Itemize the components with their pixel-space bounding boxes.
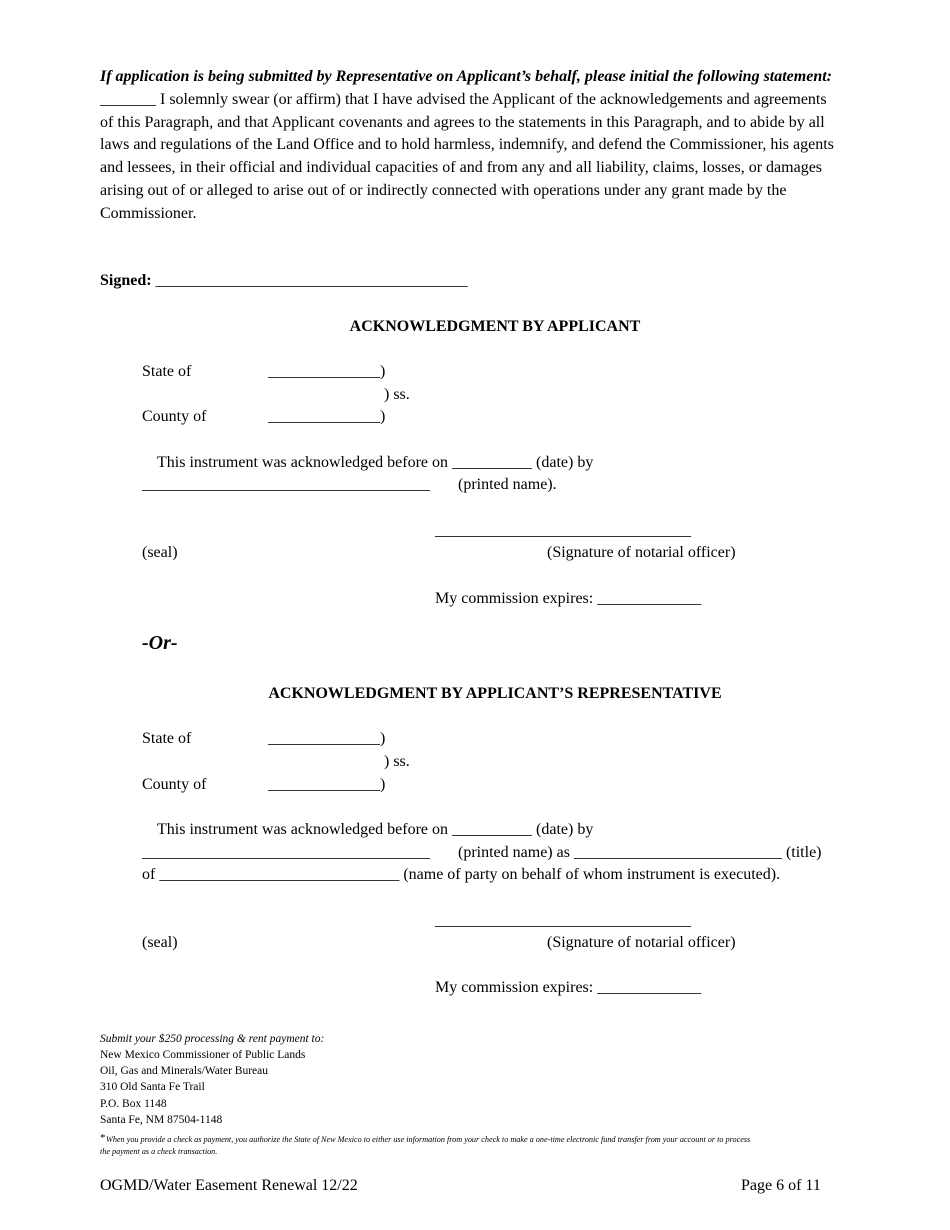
footer-note-star: * bbox=[100, 1132, 106, 1144]
footer-address-line: P.O. Box 1148 bbox=[100, 1098, 167, 1110]
ack1-printed-name-label: (printed name). bbox=[458, 476, 557, 493]
footer-check-note: When you provide a check as payment, you authorize the State of New Mexico to either use information from your check to make a one-time electronic fund transfer from your account or to process bbox=[106, 1135, 751, 1144]
ack2-county-label: County of bbox=[142, 776, 207, 793]
ack-applicant-heading: ACKNOWLEDGMENT BY APPLICANT bbox=[349, 318, 641, 335]
footer-address-line: New Mexico Commissioner of Public Lands bbox=[100, 1049, 306, 1061]
ack2-state-field[interactable]: ______________) bbox=[268, 730, 386, 747]
ack2-county-field[interactable]: ______________) bbox=[268, 776, 386, 793]
signed-row bbox=[100, 270, 468, 292]
ack1-commission-expires[interactable]: My commission expires: _____________ bbox=[435, 590, 702, 607]
footer-address-line: Santa Fe, NM 87504-1148 bbox=[100, 1114, 223, 1126]
ack2-ss: ) ss. bbox=[384, 753, 410, 770]
footer-check-note-cont: the payment as a check transaction. bbox=[100, 1147, 218, 1156]
footer-address-line: Oil, Gas and Minerals/Water Bureau bbox=[100, 1065, 269, 1077]
ack2-commission-expires[interactable]: My commission expires: _____________ bbox=[435, 979, 702, 996]
signed-line[interactable]: _______________________________________ bbox=[155, 272, 468, 289]
ack1-ss: ) ss. bbox=[384, 386, 410, 403]
footer-form-id: OGMD/Water Easement Renewal 12/22 bbox=[100, 1177, 358, 1194]
ack1-county-label: County of bbox=[142, 408, 207, 425]
ack-representative-heading: ACKNOWLEDGMENT BY APPLICANT’S REPRESENTATIVE bbox=[268, 685, 722, 702]
ack2-seal: (seal) bbox=[142, 934, 178, 951]
ack1-state-field[interactable]: ______________) bbox=[268, 363, 386, 380]
ack2-instrument-line: This instrument was acknowledged before on __________ (date) by bbox=[157, 821, 594, 838]
representative-instruction: If application is being submitted by Representative on Applicant’s behalf, please initial the following statement: bbox=[100, 68, 832, 85]
ack1-state-label: State of bbox=[142, 363, 192, 380]
ack2-signature-label: (Signature of notarial officer) bbox=[547, 934, 736, 951]
ack1-instrument-line: This instrument was acknowledged before on __________ (date) by bbox=[157, 454, 594, 471]
ack1-seal: (seal) bbox=[142, 544, 178, 561]
or-separator: -Or- bbox=[142, 632, 178, 654]
ack1-printed-name-field[interactable]: ____________________________________ bbox=[142, 476, 430, 493]
solemn-statement-text: _______ I solemnly swear (or affirm) that I have advised the Applicant of the acknowledgements and agreements of this Paragraph, and that Applicant covenants and agrees to the statements in this Paragraph, and to abide by all laws and regulations of the Land Office and to hold harmless, indemnify, and defend the Commissioner, his agents and lessees, in their official and individual capacities of and from any and all liability, claims, losses, or damages arising out of or alleged to arise out of or indirectly connected with operations under any grant made by the Commissioner. bbox=[100, 90, 834, 222]
ack1-signature-line[interactable]: ________________________________ bbox=[435, 522, 691, 539]
ack1-signature-label: (Signature of notarial officer) bbox=[547, 544, 736, 561]
ack2-printed-name-field[interactable]: ____________________________________ bbox=[142, 844, 430, 861]
representative-statement bbox=[100, 66, 840, 226]
ack2-party-name-line[interactable]: of ______________________________ (name of party on behalf of whom instrument is executed). bbox=[142, 866, 781, 883]
footer-submit-payment: Submit your $250 processing & rent payment to: bbox=[100, 1033, 325, 1045]
ack2-state-label: State of bbox=[142, 730, 192, 747]
signed-label: Signed: bbox=[100, 272, 152, 289]
footer-page-number: Page 6 of 11 bbox=[741, 1177, 821, 1194]
ack1-county-field[interactable]: ______________) bbox=[268, 408, 386, 425]
ack2-signature-line[interactable]: ________________________________ bbox=[435, 912, 691, 929]
footer-address-line: 310 Old Santa Fe Trail bbox=[100, 1081, 205, 1093]
ack2-printed-name-title[interactable]: (printed name) as __________________________ (title) bbox=[458, 844, 822, 861]
